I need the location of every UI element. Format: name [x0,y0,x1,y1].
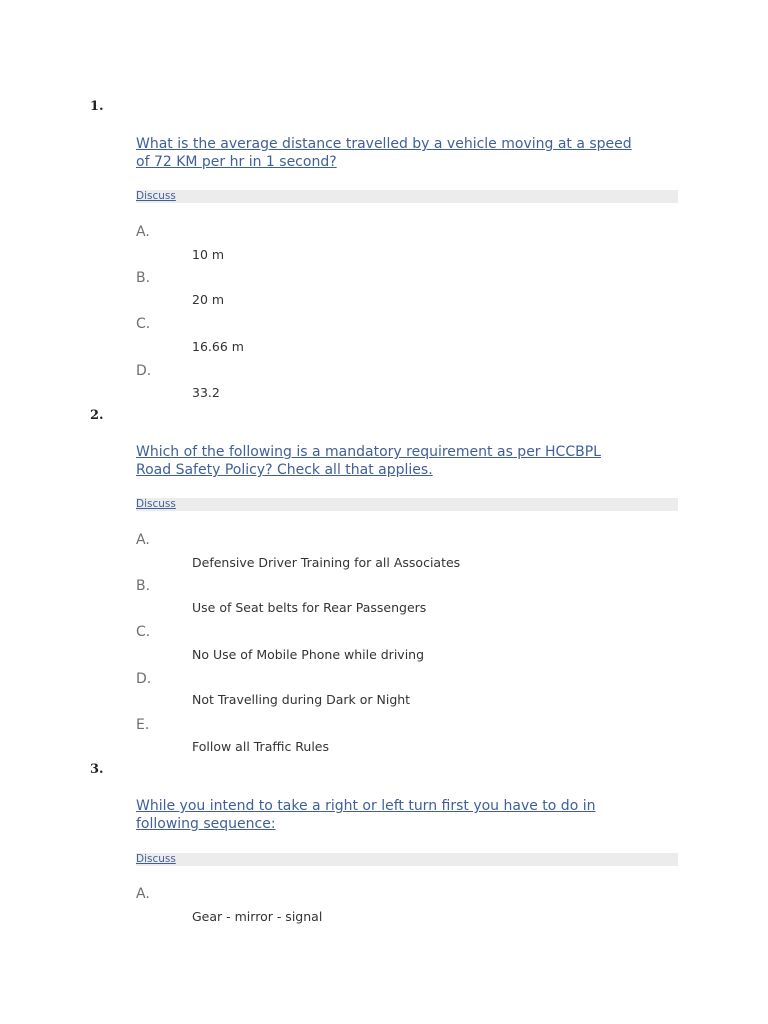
question-number: 3. [90,762,104,777]
discuss-link[interactable]: Discuss [136,190,176,202]
option-text: 33.2 [192,385,220,400]
option-letter: A. [136,224,150,240]
option-letter: A. [136,886,150,902]
option-text: Gear - mirror - signal [192,909,323,924]
option-text: 20 m [192,292,225,307]
option-text: Use of Seat belts for Rear Passengers [192,600,427,615]
discuss-bar [136,498,678,511]
option-text: Defensive Driver Training for all Associates [192,555,461,570]
question-text-link[interactable] [136,797,681,833]
option-letter: D. [136,363,152,379]
option-text: 16.66 m [192,339,244,354]
option-letter: C. [136,316,151,332]
question-text-line: While you intend to take a right or left turn first you have to do in [136,798,596,814]
question-text-link[interactable] [136,135,681,171]
option-text: No Use of Mobile Phone while driving [192,647,425,662]
option-letter: B. [136,578,151,594]
question-text-line: Road Safety Policy? Check all that applies. [136,462,433,478]
option-text: Follow all Traffic Rules [192,739,330,754]
option-letter: A. [136,532,150,548]
option-letter: C. [136,624,151,640]
question-number: 1. [90,99,104,114]
discuss-bar [136,190,678,203]
discuss-link[interactable]: Discuss [136,498,176,510]
question-number: 2. [90,408,104,423]
question-text-line: of 72 KM per hr in 1 second? [136,154,337,170]
question-text-line: following sequence: [136,816,276,832]
option-text: 10 m [192,247,225,262]
option-letter: B. [136,270,151,286]
option-text: Not Travelling during Dark or Night [192,692,411,707]
discuss-bar [136,853,678,866]
question-text-line: What is the average distance travelled by a vehicle moving at a speed [136,136,632,152]
question-text-link[interactable] [136,443,681,479]
discuss-link[interactable]: Discuss [136,853,176,865]
option-letter: E. [136,717,150,733]
question-text-line: Which of the following is a mandatory requirement as per HCCBPL [136,444,601,460]
option-letter: D. [136,671,152,687]
